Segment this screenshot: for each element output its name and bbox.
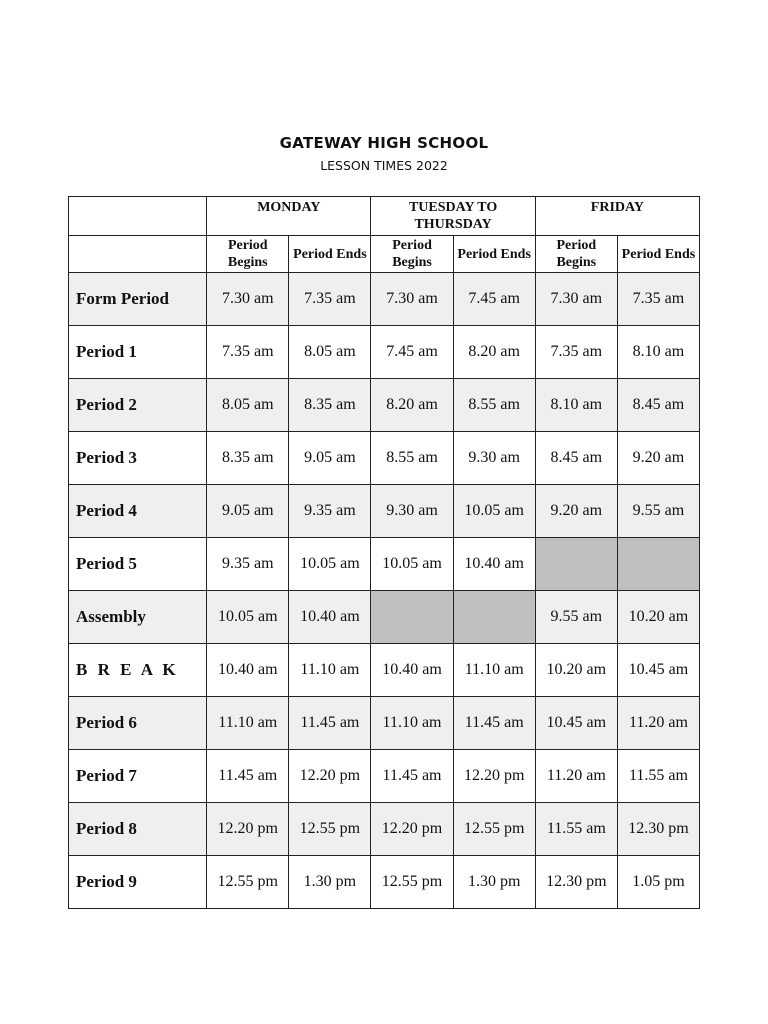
day-header-friday: FRIDAY <box>535 197 699 236</box>
period-ends-cell: 10.40 am <box>289 591 371 644</box>
row-label: Period 7 <box>69 750 207 803</box>
period-begins-cell: 7.35 am <box>535 326 617 379</box>
table-row <box>69 485 700 538</box>
period-ends-cell: 7.45 am <box>453 273 535 326</box>
period-ends-cell: 1.05 pm <box>617 856 699 909</box>
sub-header-row <box>69 236 700 273</box>
day-header-tuesday-thursday: TUESDAY TO THURSDAY <box>371 197 535 236</box>
period-begins-cell: 10.05 am <box>207 591 289 644</box>
period-begins-cell: 11.10 am <box>207 697 289 750</box>
period-begins-cell: 8.35 am <box>207 432 289 485</box>
period-begins-cell: 12.20 pm <box>371 803 453 856</box>
table-row <box>69 432 700 485</box>
period-ends-header: Period Ends <box>617 236 699 273</box>
empty-cell <box>535 538 617 591</box>
row-label: Period 4 <box>69 485 207 538</box>
row-label: Period 3 <box>69 432 207 485</box>
empty-cell <box>371 591 453 644</box>
table-row <box>69 538 700 591</box>
table-row <box>69 750 700 803</box>
period-ends-cell: 11.55 am <box>617 750 699 803</box>
row-label: Form Period <box>69 273 207 326</box>
period-ends-cell: 11.10 am <box>453 644 535 697</box>
period-ends-cell: 10.45 am <box>617 644 699 697</box>
period-ends-cell: 9.05 am <box>289 432 371 485</box>
table-row <box>69 697 700 750</box>
period-ends-cell: 9.55 am <box>617 485 699 538</box>
period-ends-cell: 11.45 am <box>453 697 535 750</box>
period-ends-cell: 7.35 am <box>617 273 699 326</box>
period-begins-cell: 10.40 am <box>371 644 453 697</box>
table-row <box>69 856 700 909</box>
period-begins-cell: 10.45 am <box>535 697 617 750</box>
period-ends-cell: 9.30 am <box>453 432 535 485</box>
period-begins-header: Period Begins <box>535 236 617 273</box>
row-label: B R E A K <box>69 644 207 697</box>
empty-cell <box>617 538 699 591</box>
period-ends-cell: 8.10 am <box>617 326 699 379</box>
lesson-times-table <box>68 196 700 909</box>
period-begins-cell: 11.45 am <box>371 750 453 803</box>
period-begins-cell: 10.05 am <box>371 538 453 591</box>
period-ends-cell: 1.30 pm <box>453 856 535 909</box>
period-ends-cell: 8.20 am <box>453 326 535 379</box>
period-ends-cell: 11.45 am <box>289 697 371 750</box>
page-title: GATEWAY HIGH SCHOOL <box>279 134 489 152</box>
period-begins-cell: 7.30 am <box>371 273 453 326</box>
period-begins-cell: 10.20 am <box>535 644 617 697</box>
period-begins-cell: 9.20 am <box>535 485 617 538</box>
period-begins-cell: 11.10 am <box>371 697 453 750</box>
period-begins-cell: 11.55 am <box>535 803 617 856</box>
period-begins-cell: 12.20 pm <box>207 803 289 856</box>
corner-cell <box>69 197 207 236</box>
period-ends-cell: 11.10 am <box>289 644 371 697</box>
period-begins-header: Period Begins <box>371 236 453 273</box>
period-begins-cell: 11.45 am <box>207 750 289 803</box>
period-ends-cell: 10.40 am <box>453 538 535 591</box>
row-label: Period 6 <box>69 697 207 750</box>
row-label: Period 1 <box>69 326 207 379</box>
period-ends-cell: 8.05 am <box>289 326 371 379</box>
period-begins-cell: 8.05 am <box>207 379 289 432</box>
period-begins-cell: 9.30 am <box>371 485 453 538</box>
period-ends-cell: 10.05 am <box>453 485 535 538</box>
period-ends-cell: 7.35 am <box>289 273 371 326</box>
period-ends-cell: 12.20 pm <box>453 750 535 803</box>
table-row <box>69 273 700 326</box>
period-begins-cell: 9.05 am <box>207 485 289 538</box>
period-ends-cell: 12.55 pm <box>289 803 371 856</box>
period-ends-cell: 12.20 pm <box>289 750 371 803</box>
period-ends-cell: 8.35 am <box>289 379 371 432</box>
period-begins-cell: 7.45 am <box>371 326 453 379</box>
period-ends-cell: 12.55 pm <box>453 803 535 856</box>
table-row <box>69 326 700 379</box>
period-ends-header: Period Ends <box>289 236 371 273</box>
row-label: Period 2 <box>69 379 207 432</box>
period-begins-cell: 12.55 pm <box>207 856 289 909</box>
table-row <box>69 379 700 432</box>
row-label: Assembly <box>69 591 207 644</box>
period-begins-cell: 8.10 am <box>535 379 617 432</box>
period-ends-cell: 9.20 am <box>617 432 699 485</box>
period-begins-cell: 12.30 pm <box>535 856 617 909</box>
period-begins-cell: 8.20 am <box>371 379 453 432</box>
period-ends-cell: 12.30 pm <box>617 803 699 856</box>
period-begins-cell: 7.35 am <box>207 326 289 379</box>
period-ends-cell: 11.20 am <box>617 697 699 750</box>
period-begins-cell: 7.30 am <box>535 273 617 326</box>
period-begins-header: Period Begins <box>207 236 289 273</box>
table-row <box>69 803 700 856</box>
period-begins-cell: 8.55 am <box>371 432 453 485</box>
period-ends-cell: 9.35 am <box>289 485 371 538</box>
period-begins-cell: 10.40 am <box>207 644 289 697</box>
day-header-monday: MONDAY <box>207 197 371 236</box>
period-ends-cell: 8.55 am <box>453 379 535 432</box>
period-begins-cell: 9.55 am <box>535 591 617 644</box>
period-begins-cell: 12.55 pm <box>371 856 453 909</box>
period-ends-cell: 10.20 am <box>617 591 699 644</box>
row-label: Period 8 <box>69 803 207 856</box>
period-ends-cell: 10.05 am <box>289 538 371 591</box>
period-begins-cell: 7.30 am <box>207 273 289 326</box>
corner-cell-sub <box>69 236 207 273</box>
day-header-row <box>69 197 700 236</box>
empty-cell <box>453 591 535 644</box>
row-label: Period 5 <box>69 538 207 591</box>
page-subtitle: LESSON TIMES 2022 <box>320 158 448 173</box>
row-label: Period 9 <box>69 856 207 909</box>
period-begins-cell: 11.20 am <box>535 750 617 803</box>
table-row <box>69 644 700 697</box>
period-ends-cell: 8.45 am <box>617 379 699 432</box>
period-ends-header: Period Ends <box>453 236 535 273</box>
period-begins-cell: 8.45 am <box>535 432 617 485</box>
table-row <box>69 591 700 644</box>
schedule-body <box>69 273 700 909</box>
period-begins-cell: 9.35 am <box>207 538 289 591</box>
period-ends-cell: 1.30 pm <box>289 856 371 909</box>
